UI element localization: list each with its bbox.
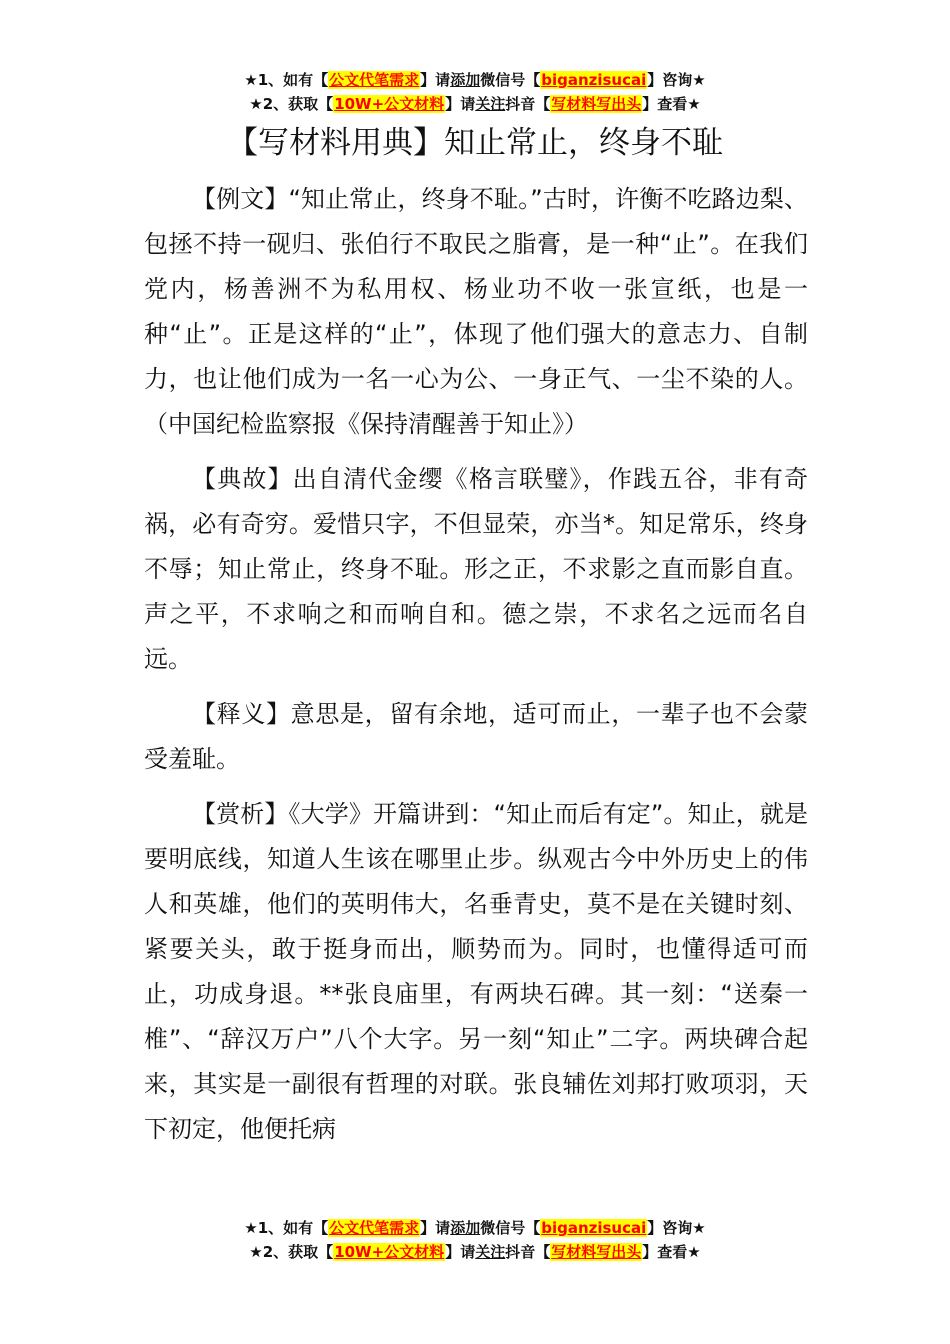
footer-line-1-highlight-wechat: biganzisucai	[541, 1219, 647, 1237]
footer-line-2-highlight-douyin: 写材料写出头	[551, 1243, 642, 1261]
footer-line-2	[0, 1240, 950, 1264]
banner-line-2	[0, 92, 950, 116]
banner-line-2-highlight-materials: 10W+公文材料	[334, 95, 445, 113]
footer-line-1-prefix: ★1、如有【	[244, 1219, 329, 1237]
banner-line-1	[0, 68, 950, 92]
banner-line-1-mid2: 微信号【	[480, 71, 541, 89]
banner-line-1-suffix: 】咨询★	[647, 71, 706, 89]
footer-line-2-underline: 关注	[475, 1243, 506, 1261]
footer-line-2-mid2: 抖音【	[505, 1243, 551, 1261]
banner-line-1-prefix: ★1、如有【	[244, 71, 329, 89]
banner-line-2-highlight-douyin: 写材料写出头	[551, 95, 642, 113]
footer-line-2-prefix: ★2、获取【	[249, 1243, 334, 1261]
footer-line-1-highlight-service: 公文代笔需求	[329, 1219, 420, 1237]
banner-line-2-mid1: 】请	[445, 95, 476, 113]
banner-line-1-mid1: 】请	[420, 71, 451, 89]
banner-line-1-underline: 添加	[450, 71, 481, 89]
paragraph-example: 【例文】“知止常止，终身不耻。”古时，许衡不吃路边梨、包拯不持一砚归、张伯行不取民之脂膏，是一种“止”。在我们党内，杨善洲不为私用权、杨业功不收一张宣纸，也是一种“止”。正是这样的“止”，体现了他们强大的意志力、自制力，也让他们成为一名一心为公、一身正气、一尘不染的人。（中国纪检监察报《保持清醒善于知止》）	[144, 185, 808, 438]
footer-banner	[0, 1216, 950, 1264]
footer-line-2-mid1: 】请	[445, 1243, 476, 1261]
document-body	[144, 177, 808, 1152]
banner-line-2-underline: 关注	[475, 95, 506, 113]
paragraph-meaning: 【释义】意思是，留有余地，适可而止，一辈子也不会蒙受羞耻。	[144, 700, 808, 773]
paragraph-allusion: 【典故】出自清代金缨《格言联璧》，作践五谷，非有奇祸，必有奇穷。爱惜只字，不但显荣，亦当*。知足常乐，终身不辱；知止常止，终身不耻。形之正，不求影之直而影自直。声之平，不求响之和而响自和。德之崇，不求名之远而名自远。	[144, 465, 808, 673]
footer-line-1	[0, 1216, 950, 1240]
banner-line-2-mid2: 抖音【	[505, 95, 551, 113]
banner-line-2-suffix: 】查看★	[642, 95, 701, 113]
paragraph-appreciation: 【赏析】《大学》开篇讲到：“知止而后有定”。知止，就是要明底线，知道人生该在哪里止步。纵观古今中外历史上的伟人和英雄，他们的英明伟大，名垂青史，莫不是在关键时刻、紧要关头，敢于挺身而出，顺势而为。同时，也懂得适可而止，功成身退。**张良庙里，有两块石碑。其一刻：“送秦一椎”、“辞汉万户”八个大字。另一刻“知止”二字。两块碑合起来，其实是一副很有哲理的对联。张良辅佐刘邦打败项羽，天下初定，他便托病	[144, 800, 808, 1143]
footer-line-2-suffix: 】查看★	[642, 1243, 701, 1261]
banner-line-1-highlight-service: 公文代笔需求	[329, 71, 420, 89]
footer-line-1-mid2: 微信号【	[480, 1219, 541, 1237]
banner-line-1-highlight-wechat: biganzisucai	[541, 71, 647, 89]
banner-line-2-prefix: ★2、获取【	[249, 95, 334, 113]
footer-line-1-underline: 添加	[450, 1219, 481, 1237]
footer-line-2-highlight-materials: 10W+公文材料	[334, 1243, 445, 1261]
document-title: 【写材料用典】知止常止，终身不耻	[227, 125, 723, 161]
header-banner	[0, 68, 950, 116]
footer-line-1-suffix: 】咨询★	[647, 1219, 706, 1237]
footer-line-1-mid1: 】请	[420, 1219, 451, 1237]
